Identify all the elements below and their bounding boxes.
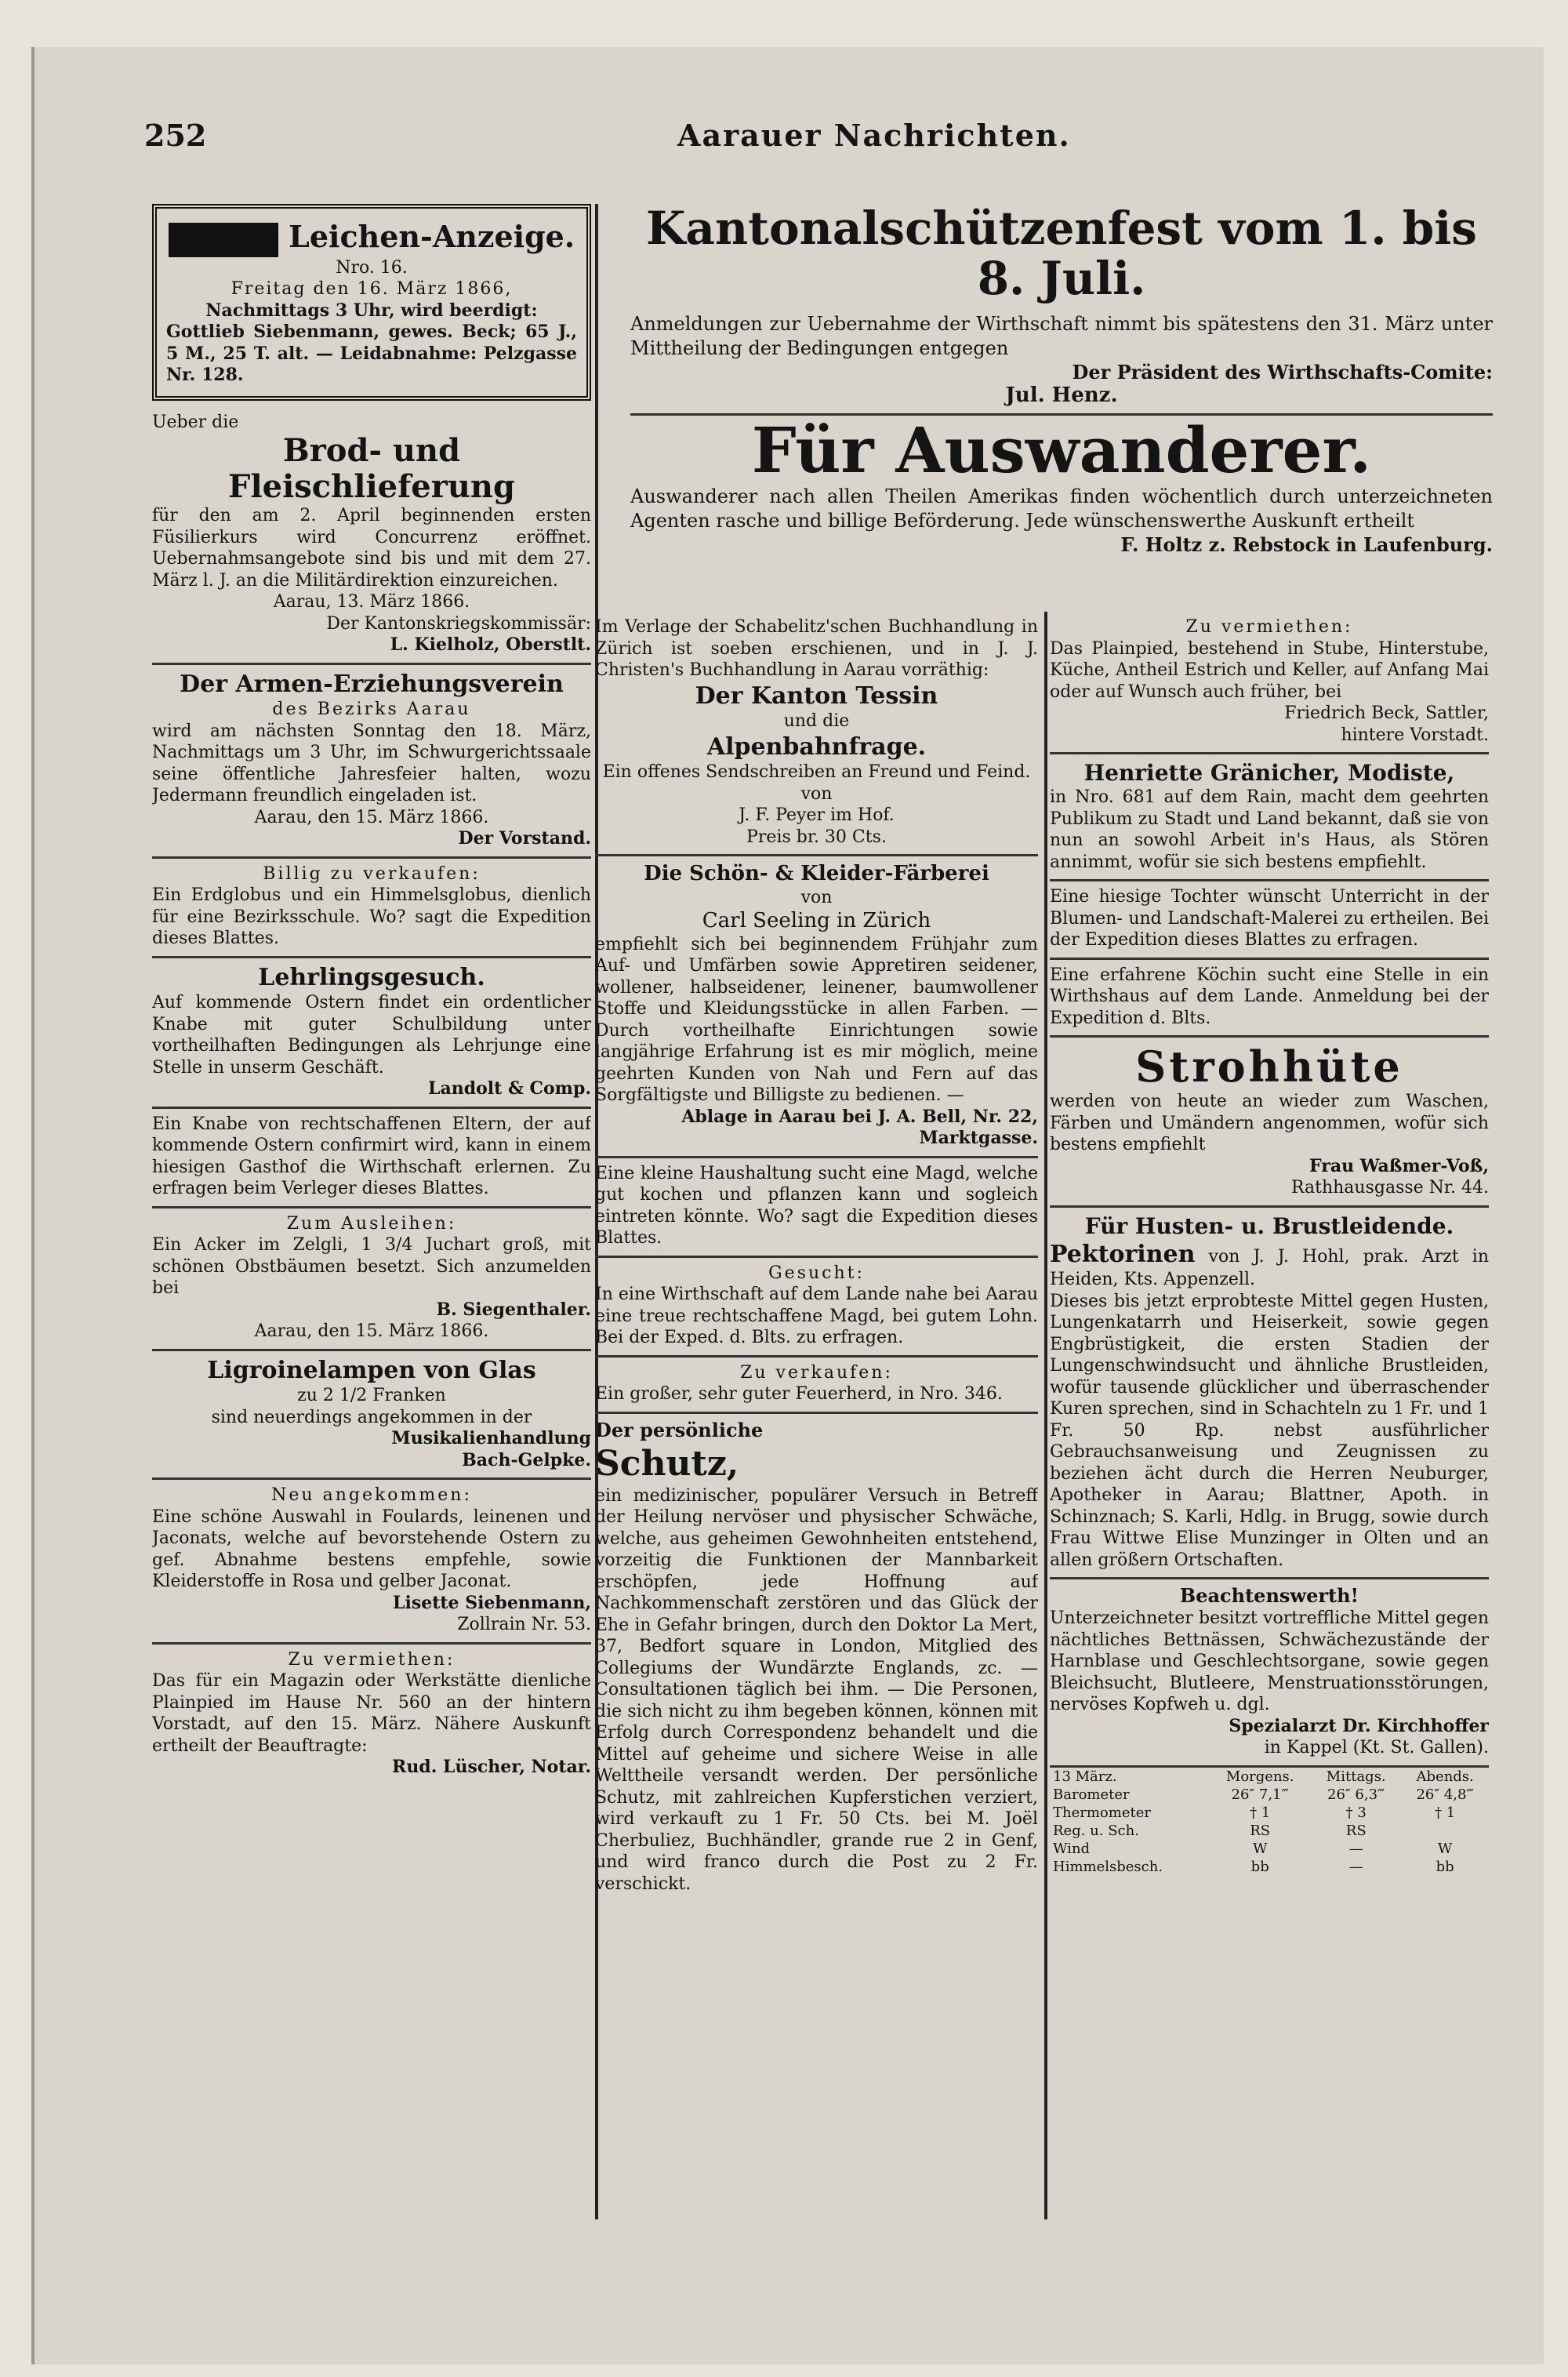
weather-row bbox=[1050, 1804, 1489, 1822]
weather-cell: Barometer bbox=[1053, 1786, 1130, 1803]
ausl-date: Aarau, den 15. März 1866. bbox=[254, 1321, 489, 1341]
ad-beachtenswerth bbox=[1050, 1579, 1489, 1768]
schutz-title: Schutz, bbox=[595, 1443, 739, 1484]
beacht-text: Unterzeichneter besitzt vortreffliche Mittel gegen nächtliches Bettnässen, Schwächezustände der Harnblase und Geschlechtsorgane, sowie gegen Bleichsucht, Blutleere, Menstruationsstörungen, nervöses Kopfweh u. dgl. bbox=[1050, 1608, 1489, 1715]
billig-text: Ein Erdglobus und ein Himmelsglobus, dienlich für eine Bezirksschule. Wo? sagt die Expedition dieses Blattes. bbox=[152, 885, 591, 948]
weather-row bbox=[1050, 1840, 1489, 1858]
brod-text: für den am 2. April beginnenden ersten Füsilierkurs wird Concurrenz eröffnet. Uebernahmsangebote sind bis und mit dem 27. März l. J. an die Militärdirektion einzureichen. bbox=[152, 506, 591, 591]
verm2-sig2: hintere Vorstadt. bbox=[1341, 725, 1489, 745]
ad-vermiethen-1 bbox=[152, 1645, 591, 1785]
verm1-head: Zu vermiethen: bbox=[288, 1649, 456, 1670]
armen-date: Aarau, den 15. März 1866. bbox=[254, 807, 489, 827]
ad-tochter bbox=[1050, 881, 1489, 960]
ad-gesucht bbox=[595, 1258, 1038, 1358]
faerb-name: Carl Seeling in Zürich bbox=[702, 909, 931, 932]
ad-neu bbox=[152, 1480, 591, 1645]
weather-row bbox=[1050, 1786, 1489, 1804]
neu-text: Eine schöne Auswahl in Foulards, leinenen und Jaconats, welche auf bevorstehende Ostern zu gef. Abnahme bestens empfehle, sowie Kleiderstoffe in Rosa und gelber Jaconat. bbox=[152, 1507, 591, 1591]
ad-billig bbox=[152, 859, 591, 958]
billig-head: Billig zu verkaufen: bbox=[263, 863, 481, 884]
ausl-sig: B. Siegenthaler. bbox=[436, 1299, 591, 1320]
column-divider-2 bbox=[1044, 612, 1047, 2219]
verm2-text: Das Plainpied, bestehend in Stube, Hinterstube, Küche, Antheil Estrich und Keller, auf Anfang Mai oder auf Wunsch auch früher, bei bbox=[1050, 638, 1489, 702]
verlag-von: von bbox=[800, 783, 833, 804]
schutz-label: Der persönliche bbox=[595, 1418, 764, 1441]
schutz-text: ein medizinischer, populärer Versuch in Betreff der Heilung nervöser und physischer Schwäche, welche, aus geheimen Gewohnheiten entstehend, vorzeitig die Funktionen der Mannbarkeit erschöpfen, jede Hoffnung auf Nachkommenschaft zerstören und das Glück der Ehe in Gefahr bringen, durch den Doktor La Mert, 37, Bedfort square in London, Mitglied des Collegiums der Wundärzte Englands, zc. — Consultationen täglich bei ihm. — Die Personen, die sich nicht zu ihm begeben können, können mit Erfolg durch Correspondenz behandelt und die Mittel auf geheime und sichere Weise in alle Welttheile versandt werden. Der persönliche Schutz, mit zahlreichen Kupferstichen verziert, wird verkauft zu 1 Fr. 50 Cts. bei M. Joël Cherbuliez, Buchhändler, grande rue 2 in Genf, und wird franco durch die Post zu 2 Fr. verschickt. bbox=[595, 1485, 1038, 1894]
death-notice-number: Nro. 16. bbox=[336, 257, 408, 278]
weather-header-cell: 13 März. bbox=[1053, 1768, 1117, 1785]
stroh-title: Strohhüte bbox=[1135, 1041, 1403, 1092]
brod-sig2: L. Kielholz, Oberstlt. bbox=[390, 634, 591, 655]
ausl-text: Ein Acker im Zelgli, 1 3/4 Juchart groß, mit schönen Obstbäumen besetzt. Sich anzumelden bei bbox=[152, 1235, 591, 1298]
weather-row bbox=[1050, 1822, 1489, 1840]
verlag-author: J. F. Peyer im Hof. bbox=[739, 805, 895, 825]
faerb-von: von bbox=[800, 887, 833, 907]
ausl-head: Zum Ausleihen: bbox=[286, 1213, 457, 1234]
ad-koechin bbox=[1050, 960, 1489, 1038]
faerb-title: Die Schön- & Kleider-Färberei bbox=[644, 862, 989, 885]
column-3 bbox=[1050, 612, 1489, 2219]
armen-sig: Der Vorstand. bbox=[458, 828, 591, 849]
verm1-sig: Rud. Lüscher, Notar. bbox=[392, 1757, 591, 1777]
running-title: Aarauer Nachrichten. bbox=[677, 118, 1071, 153]
weather-cell: Reg. u. Sch. bbox=[1053, 1822, 1139, 1839]
armen-sub: des Bezirks Aarau bbox=[272, 700, 471, 719]
modiste-title: Henriette Gränicher, Modiste, bbox=[1083, 760, 1455, 786]
pekt-line: Pektorinen von J. J. Hohl, prak. Arzt in Heiden, Kts. Appenzell. bbox=[1050, 1240, 1489, 1290]
weather-cell: bb bbox=[1436, 1858, 1454, 1875]
brod-title: Brod- und Fleischlieferung bbox=[228, 432, 515, 505]
weather-cell: 26″ 7,1‴ bbox=[1231, 1786, 1289, 1803]
ad-armen bbox=[152, 665, 591, 859]
ligroin-sig1: Musikalienhandlung bbox=[391, 1428, 591, 1448]
ad-magd bbox=[595, 1158, 1038, 1258]
verk-head: Zu verkaufen: bbox=[740, 1362, 893, 1383]
weather-cell: RS bbox=[1250, 1822, 1271, 1839]
neu-sig2: Zollrain Nr. 53. bbox=[457, 1615, 591, 1634]
weather-cell: † 1 bbox=[1250, 1804, 1271, 1821]
weather-row bbox=[1050, 1858, 1489, 1876]
ligroin-text1: zu 2 1/2 Franken bbox=[297, 1386, 446, 1405]
stroh-text: werden von heute an wieder zum Waschen, Färben und Umändern angenommen, wofür sich bestens empfiehlt bbox=[1050, 1092, 1489, 1155]
brod-pre: Ueber die bbox=[152, 412, 239, 432]
armen-title: Der Armen-Erziehungsverein bbox=[180, 670, 564, 698]
weather-header-cell: Morgens. bbox=[1225, 1768, 1294, 1785]
ligroin-sig2: Bach-Gelpke. bbox=[462, 1449, 591, 1470]
ad-ligroin bbox=[152, 1351, 591, 1481]
brod-sig1: Der Kantonskriegskommissär: bbox=[326, 613, 591, 634]
ligroin-text2: sind neuerdings angekommen in der bbox=[211, 1407, 532, 1427]
weather-cell: † 1 bbox=[1435, 1804, 1456, 1821]
weather-cell: Wind bbox=[1053, 1840, 1091, 1857]
ad-knabe bbox=[152, 1109, 591, 1208]
weather-cell: † 3 bbox=[1345, 1804, 1367, 1821]
stroh-sig1: Frau Waßmer-Voß, bbox=[1309, 1155, 1489, 1176]
weather-cell: RS bbox=[1345, 1822, 1367, 1839]
weather-cell: W bbox=[1252, 1840, 1268, 1857]
auswanderer-sig: F. Holtz z. Rebstock in Laufenburg. bbox=[1120, 533, 1493, 557]
ad-lehrling bbox=[152, 958, 591, 1109]
ad-verkaufen bbox=[595, 1358, 1038, 1414]
weather-cell: Thermometer bbox=[1053, 1804, 1151, 1821]
weather-cell: — bbox=[1348, 1858, 1363, 1875]
death-notice bbox=[152, 204, 591, 401]
faerb-sig: Ablage in Aarau bei J. A. Bell, Nr. 22, Marktgasse. bbox=[681, 1106, 1038, 1148]
death-notice-time: Nachmittags 3 Uhr, wird beerdigt: bbox=[205, 300, 538, 321]
ad-ausleihen bbox=[152, 1208, 591, 1351]
auswanderer-title: Für Auswanderer. bbox=[751, 413, 1372, 487]
column-2 bbox=[595, 612, 1038, 2219]
knabe-text: Ein Knabe von rechtschaffenen Eltern, der auf kommende Ostern confirmirt wird, kann in einem hiesigen Gasthof die Wirthschaft erlernen. Zu erfragen beim Verleger dieses Blattes. bbox=[152, 1114, 591, 1198]
ad-vermiethen-2 bbox=[1050, 612, 1489, 754]
ad-verlag bbox=[595, 612, 1038, 856]
weather-table bbox=[1050, 1768, 1489, 1876]
weather-cell bbox=[1401, 1822, 1489, 1840]
beacht-sig2: in Kappel (Kt. St. Gallen). bbox=[1264, 1738, 1489, 1758]
magd-text: Eine kleine Haushaltung sucht eine Magd, welche gut kochen und pflanzen kann und sogleich eintreten könnte. Wo? sagt die Expedition dieses Blattes. bbox=[595, 1163, 1038, 1248]
stroh-sig2: Rathhausgasse Nr. 44. bbox=[1290, 1178, 1489, 1198]
weather-cell: — bbox=[1348, 1840, 1363, 1857]
koechin-text: Eine erfahrene Köchin sucht eine Stelle in ein Wirthshaus auf dem Lande. Anmeldung bei der Expedition d. Blts. bbox=[1050, 965, 1489, 1028]
verlag-text: Im Verlage der Schabelitz'schen Buchhandlung in Zürich ist soeben erschienen, und in J. J. Christen's Buchhandlung in Aarau vorräthig: bbox=[595, 617, 1038, 680]
tochter-text: Eine hiesige Tochter wünscht Unterricht in der Blumen- und Landschaft-Malerei zu ertheilen. Bei der Expedition dieses Blattes zu erfragen. bbox=[1050, 887, 1489, 950]
weather-header-cell: Abends. bbox=[1416, 1768, 1474, 1785]
verlag-price: Preis br. 30 Cts. bbox=[746, 827, 887, 847]
weather-header-row bbox=[1050, 1768, 1489, 1786]
faerb-text: empfiehlt sich bei beginnendem Frühjahr zum Auf- und Umfärben sowie Appretiren seidener, wollener, halbseidener, leinener, baumwollener Stoffe und Kleidungsstücke in allen Farben. — Durch vortheilhafte Einrichtungen sowie langjährige Erfahrung ist es mir möglich, meine geehrten Kunden von Nah und Fern auf das Sorgfältigste und Billigste zu bedienen. — bbox=[595, 934, 1038, 1105]
weather-cell: Himmelsbesch. bbox=[1053, 1858, 1163, 1875]
lehr-sig: Landolt & Comp. bbox=[428, 1078, 591, 1099]
page-number: 252 bbox=[144, 118, 207, 153]
verk-text: Ein großer, sehr guter Feuerherd, in Nro. 346. bbox=[595, 1384, 1003, 1404]
verm2-head: Zu vermiethen: bbox=[1185, 617, 1353, 637]
gesucht-head: Gesucht: bbox=[768, 1263, 865, 1283]
beacht-sig1: Spezialarzt Dr. Kirchhoffer bbox=[1229, 1715, 1489, 1736]
column-1 bbox=[152, 204, 591, 2219]
death-notice-title: Leichen-Anzeige. bbox=[166, 218, 577, 257]
top-block bbox=[630, 204, 1493, 612]
lehr-text: Auf kommende Ostern findet ein ordentlicher Knabe mit guter Schulbildung unter vortheilhaften Bedingungen als Lehrjunge eine Stelle in unserm Geschäft. bbox=[152, 993, 591, 1078]
headline: Kantonalschützenfest vom 1. bis 8. Juli. bbox=[646, 204, 1477, 305]
verlag-sub: Ein offenes Sendschreiben an Freund und Feind. bbox=[602, 762, 1031, 782]
weather-cell: bb bbox=[1250, 1858, 1269, 1875]
modiste-text: in Nro. 681 auf dem Rain, macht dem geehrten Publikum zu Stadt und Land bekannt, daß sie von nun an sowohl Arbeit in's Haus, als Stören annimmt, wofür sie sich bestens empfiehlt. bbox=[1050, 787, 1489, 872]
weather-cell: W bbox=[1437, 1840, 1453, 1857]
ad-strohhuete bbox=[1050, 1038, 1489, 1208]
newspaper-page bbox=[31, 47, 1544, 2364]
auswanderer-text: Auswanderer nach allen Theilen Amerikas finden wöchentlich durch unterzeichneten Agenten rasche und billige Beförderung. Jede wünschenswerthe Auskunft ertheilt bbox=[630, 485, 1493, 532]
pekt-text: Dieses bis jetzt erprobteste Mittel gegen Husten, Lungenkatarrh und Heiserkeit, sowie gegen Engbrüstigkeit, die ersten Stadien der Lungenschwindsucht und ähnliche Brustleiden, wofür tausende glücklicher und überraschender Kuren sprechen, sind in Schachteln zu 1 Fr. und 1 Fr. 50 Rp. nebst ausführlicher Gebrauchsanweisung und Zeugnissen zu beziehen ächt durch die Herren Neuburger, Apotheker in Aarau; Blattner, Apoth. in Schinznach; S. Karli, Hdlg. in Brugg, sowie durch Frau Wittwe Elise Munzinger in Olten und an allen größern Ortschaften. bbox=[1050, 1291, 1489, 1570]
weather-cell: 26″ 6,3‴ bbox=[1327, 1786, 1385, 1803]
ad-brod bbox=[152, 407, 591, 665]
lehr-title: Lehrlingsgesuch. bbox=[258, 963, 485, 991]
verlag-title2: Alpenbahnfrage. bbox=[706, 732, 927, 761]
verm2-sig1: Friedrich Beck, Sattler, bbox=[1284, 703, 1489, 723]
beacht-title: Beachtenswerth! bbox=[1179, 1584, 1359, 1608]
verlag-und: und die bbox=[783, 711, 850, 731]
anmeldung-text: Anmeldungen zur Uebernahme der Wirthschaft nimmt bis spätestens den 31. März unter Mittheilung der Bedingungen entgegen bbox=[630, 312, 1493, 359]
praesident-line: Der Präsident des Wirthschafts-Comite: bbox=[1072, 360, 1493, 383]
neu-head: Neu angekommen: bbox=[271, 1485, 472, 1505]
gesucht-text: In eine Wirthschaft auf dem Lande nahe bei Aarau eine treue rechtschaffene Magd, bei gutem Lohn. Bei der Exped. d. Blts. zu erfragen. bbox=[595, 1285, 1038, 1347]
verlag-title: Der Kanton Tessin bbox=[695, 681, 938, 710]
death-notice-date: Freitag den 16. März 1866, bbox=[230, 279, 513, 299]
ad-schutz bbox=[595, 1414, 1038, 1902]
praesident-name: Jul. Henz. bbox=[1005, 383, 1118, 407]
weather-cell: 26″ 4,8‴ bbox=[1416, 1786, 1474, 1803]
ad-husten bbox=[1050, 1208, 1489, 1580]
ad-faerberei bbox=[595, 856, 1038, 1158]
weather-header-cell: Mittags. bbox=[1326, 1768, 1386, 1785]
ad-modiste bbox=[1050, 754, 1489, 881]
verm1-text: Das für ein Magazin oder Werkstätte dienliche Plainpied im Hause Nr. 560 an der hintern Vorstadt, auf den 15. März. Nähere Auskunft ertheilt der Beauftragte: bbox=[152, 1671, 591, 1756]
ligroin-title: Ligroinelampen von Glas bbox=[207, 1356, 536, 1384]
mourning-bar-icon bbox=[169, 223, 278, 257]
husten-title: Für Husten- u. Brustleidende. bbox=[1084, 1212, 1454, 1239]
brod-date: Aarau, 13. März 1866. bbox=[273, 592, 470, 612]
death-notice-text: Gottlieb Siebenmann, gewes. Beck; 65 J., 5 M., 25 T. alt. — Leidabnahme: Pelzgasse Nr. 128. bbox=[166, 322, 577, 385]
armen-text: wird am nächsten Sonntag den 18. März, Nachmittags um 3 Uhr, im Schwurgerichtssaale seine öffentliche Jahresfeier halten, wozu Jedermann freundlich eingeladen ist. bbox=[152, 721, 591, 805]
neu-sig1: Lisette Siebenmann, bbox=[393, 1592, 591, 1613]
